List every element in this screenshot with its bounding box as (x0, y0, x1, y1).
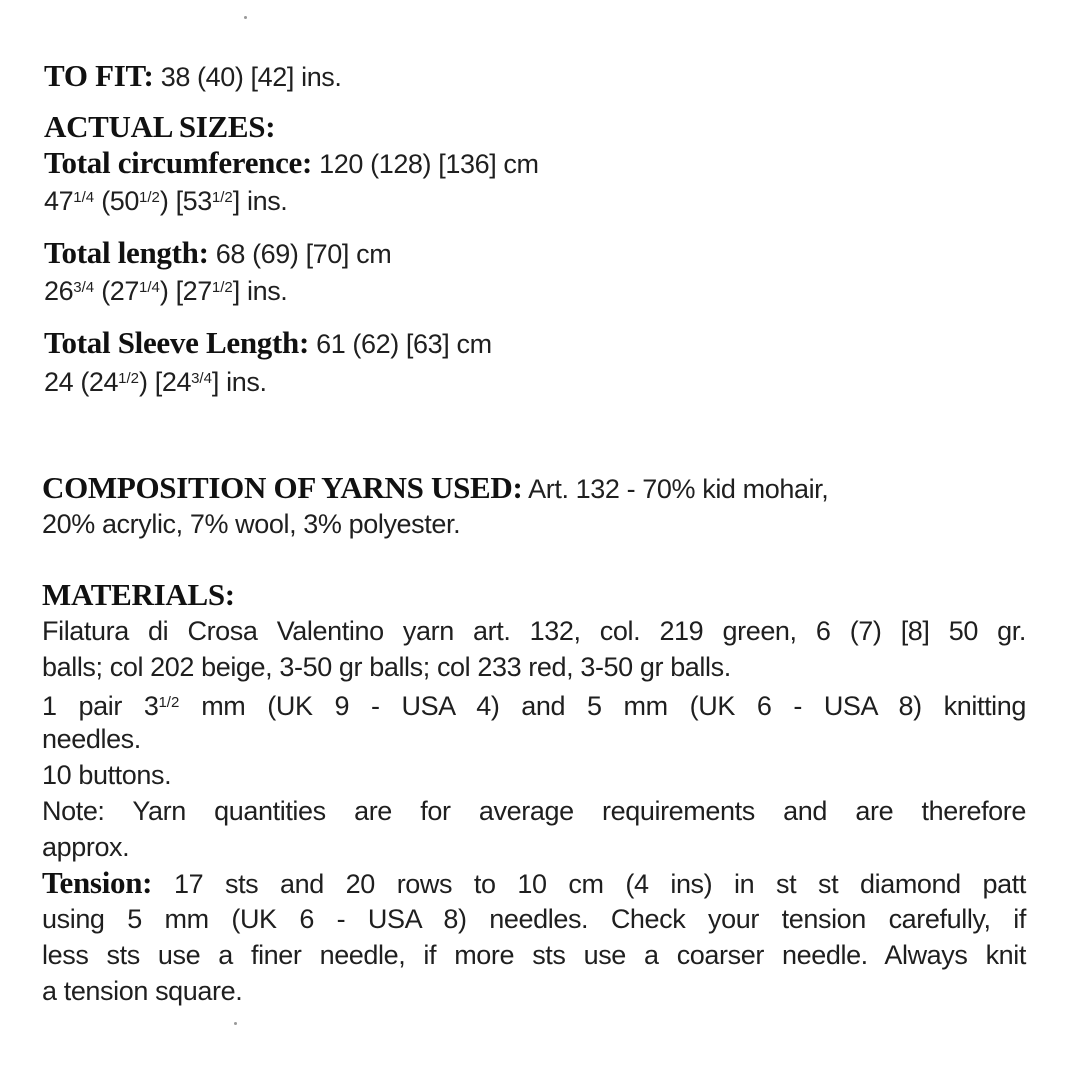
fraction: 1/2 (211, 189, 233, 206)
ins-part: ] ins. (211, 367, 267, 397)
materials-line-3 (42, 686, 1026, 723)
materials-line-2 (42, 650, 731, 684)
fraction: 3/4 (191, 370, 212, 387)
ins-part: ) [24 (139, 367, 192, 397)
materials-text-3a: 1 pair 3 (42, 691, 159, 721)
materials-text-5: 10 buttons. (42, 760, 172, 790)
note-line-1 (42, 794, 1026, 828)
ins-part: 24 (24 (44, 367, 119, 397)
fraction: 1/4 (73, 189, 95, 206)
circumference-ins (44, 181, 287, 218)
materials-line-4 (42, 722, 141, 756)
composition-text-2: 20% acrylic, 7% wool, 3% polyester. (42, 509, 461, 539)
fraction: 3/4 (73, 279, 95, 296)
note-text-2: approx. (42, 832, 130, 862)
sleeve-line (44, 326, 492, 361)
length-label: Total length: (44, 235, 209, 270)
composition-text-1: Art. 132 - 70% kid mohair, (528, 474, 829, 504)
scan-speck (244, 16, 247, 19)
sleeve-cm: 61 (62) [63] cm (316, 329, 492, 359)
length-line (44, 236, 391, 271)
length-cm: 68 (69) [70] cm (215, 239, 392, 269)
tension-line-3 (42, 938, 1026, 972)
tension-line-4 (42, 974, 242, 1008)
materials-text-1: Filatura di Crosa Valentino yarn art. 132, col. 219 green, 6 (7) [8] 50 gr. (42, 616, 1026, 646)
note-text-1: Note: Yarn quantities are for average requirements and are therefore (42, 796, 1026, 826)
ins-part: ] ins. (232, 276, 288, 306)
materials-text-2: balls; col 202 beige, 3-50 gr balls; col 233 red, 3-50 gr balls. (42, 652, 731, 682)
to-fit-line (44, 59, 342, 94)
sleeve-ins (44, 362, 267, 399)
materials-text-3b: mm (UK 9 - USA 4) and 5 mm (UK 6 - USA 8) knitting (179, 691, 1027, 721)
fraction: 1/2 (139, 189, 160, 206)
to-fit-value: 38 (40) [42] ins. (160, 62, 342, 92)
ins-part: 47 (44, 186, 74, 216)
note-line-2 (42, 830, 129, 864)
ins-part: ) [53 (159, 186, 212, 216)
ins-part: (27 (94, 276, 140, 306)
ins-part: 26 (44, 276, 74, 306)
ins-part: ) [27 (159, 276, 212, 306)
composition-label: COMPOSITION OF YARNS USED: (42, 470, 523, 505)
circumference-label: Total circumference: (44, 145, 313, 180)
tension-line-2 (42, 902, 1026, 936)
composition-line (42, 471, 828, 506)
tension-line-1 (42, 866, 1026, 901)
materials-text-4: needles. (42, 724, 141, 754)
scan-speck (234, 1022, 237, 1025)
materials-label: MATERIALS: (42, 577, 235, 612)
ins-part: ] ins. (232, 186, 288, 216)
tension-label: Tension: (42, 865, 153, 900)
actual-sizes-label: ACTUAL SIZES: (44, 109, 276, 144)
fraction: 1/2 (211, 279, 233, 296)
actual-sizes-heading (44, 110, 275, 145)
tension-text-3: less sts use a finer needle, if more sts use a coarser needle. Always knit (42, 940, 1026, 970)
tension-text-2: using 5 mm (UK 6 - USA 8) needles. Check your tension carefully, if (42, 904, 1026, 934)
sleeve-label: Total Sleeve Length: (44, 325, 309, 360)
circumference-line (44, 146, 539, 181)
fraction: 1/4 (139, 279, 160, 296)
ins-part: (50 (94, 186, 140, 216)
materials-line-5 (42, 758, 171, 792)
tension-text-4: a tension square. (42, 976, 243, 1006)
materials-line-1 (42, 614, 1026, 648)
length-ins (44, 271, 287, 308)
composition-line-2 (42, 507, 460, 541)
fraction: 1/2 (118, 370, 140, 387)
fraction: 1/2 (158, 694, 180, 711)
tension-text-1: 17 sts and 20 rows to 10 cm (4 ins) in st st diamond patt (173, 869, 1026, 899)
circumference-cm: 120 (128) [136] cm (319, 149, 539, 179)
materials-heading (42, 578, 235, 613)
to-fit-label: TO FIT: (44, 58, 154, 93)
